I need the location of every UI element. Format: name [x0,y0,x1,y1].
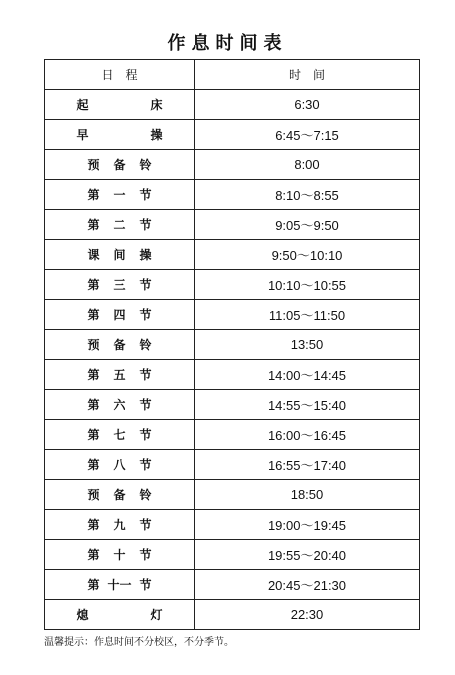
table-row [45,330,420,360]
time-cell: 10:10～10:55 [195,270,420,300]
event-char: 第 [87,518,100,532]
event-label [88,156,152,173]
event-char: 节 [139,308,152,322]
event-char: 节 [139,368,152,382]
event-char: 第 [87,308,100,322]
event-char: 第 [87,368,100,382]
table-row [45,390,420,420]
event-char: 铃 [139,158,152,172]
event-char: 第 [87,548,100,562]
time-cell: 19:55～20:40 [195,540,420,570]
time-cell: 20:45～21:30 [195,570,420,600]
event-cell [45,360,195,390]
event-char: 备 [113,488,126,502]
event-char: 预 [87,338,100,352]
event-label [77,606,163,623]
event-char: 铃 [139,338,152,352]
table-row [45,480,420,510]
event-char: 第 [87,578,100,592]
time-cell: 16:55～17:40 [195,450,420,480]
event-char: 三 [113,278,126,292]
event-char: 第 [87,428,100,442]
table-row [45,540,420,570]
event-char: 十一 [107,578,132,592]
event-cell [45,600,195,630]
header-event [45,60,195,90]
event-cell [45,480,195,510]
event-char: 节 [139,218,152,232]
time-cell: 18:50 [195,480,420,510]
time-cell: 8:00 [195,150,420,180]
event-label [88,246,152,263]
time-cell: 14:55～15:40 [195,390,420,420]
event-cell [45,390,195,420]
event-cell [45,120,195,150]
time-cell: 19:00～19:45 [195,510,420,540]
event-char: 灯 [150,608,163,622]
event-label [88,576,152,593]
time-cell: 16:00～16:45 [195,420,420,450]
event-char: 七 [113,428,126,442]
event-char: 熄 [76,608,89,622]
event-char: 起 [76,98,89,112]
event-char: 第 [87,218,100,232]
event-label [88,516,152,533]
event-char: 十 [113,548,126,562]
time-cell: 6:45～7:15 [195,120,420,150]
event-label [88,426,152,443]
event-char: 一 [113,188,126,202]
schedule-body [45,90,420,630]
table-row [45,270,420,300]
footnote: 温馨提示：作息时间不分校区，不分季节。 [44,637,234,648]
table-row [45,180,420,210]
table-row [45,600,420,630]
event-char: 节 [139,188,152,202]
schedule-table [44,59,420,630]
event-cell [45,540,195,570]
event-char: 八 [113,458,126,472]
table-row [45,240,420,270]
event-char: 备 [113,158,126,172]
event-label [88,546,152,563]
event-char: 第 [87,188,100,202]
event-char: 操 [150,128,163,142]
event-cell [45,300,195,330]
schedule-header [45,60,420,90]
event-char: 节 [139,428,152,442]
event-char: 早 [76,128,89,142]
event-label [88,306,152,323]
table-row [45,510,420,540]
time-cell: 14:00～14:45 [195,360,420,390]
event-char: 节 [139,458,152,472]
event-cell [45,150,195,180]
event-char: 第 [87,278,100,292]
event-cell [45,450,195,480]
event-char: 床 [150,98,163,112]
time-cell: 22:30 [195,600,420,630]
table-row [45,300,420,330]
time-cell: 6:30 [195,90,420,120]
header-event-label: 日程 [101,68,150,82]
event-cell [45,90,195,120]
event-char: 节 [139,548,152,562]
table-row [45,210,420,240]
event-char: 课 [87,248,100,262]
event-cell [45,330,195,360]
event-char: 间 [113,248,126,262]
event-cell [45,240,195,270]
event-label [88,186,152,203]
event-label [77,126,163,143]
event-char: 预 [87,488,100,502]
header-time-label: 时间 [288,68,337,82]
page-title: 作息时间表 [167,33,288,54]
event-cell [45,210,195,240]
header-time [195,60,420,90]
event-char: 节 [139,578,152,592]
time-cell: 9:05～9:50 [195,210,420,240]
table-row [45,120,420,150]
event-char: 铃 [139,488,152,502]
event-char: 二 [113,218,126,232]
event-cell [45,570,195,600]
event-char: 九 [113,518,126,532]
event-label [88,486,152,503]
event-char: 第 [87,398,100,412]
event-char: 节 [139,398,152,412]
table-row [45,150,420,180]
table-row [45,570,420,600]
time-cell: 13:50 [195,330,420,360]
event-char: 六 [113,398,126,412]
event-char: 操 [139,248,152,262]
event-char: 第 [87,458,100,472]
event-label [88,396,152,413]
event-char: 四 [113,308,126,322]
event-label [77,96,163,113]
event-cell [45,510,195,540]
event-char: 节 [139,278,152,292]
table-row [45,450,420,480]
event-label [88,276,152,293]
event-label [88,366,152,383]
event-cell [45,420,195,450]
time-cell: 8:10～8:55 [195,180,420,210]
event-char: 预 [87,158,100,172]
event-label [88,336,152,353]
event-char: 节 [139,518,152,532]
event-char: 备 [113,338,126,352]
header-row [45,60,420,90]
table-row [45,90,420,120]
table-row [45,360,420,390]
event-char: 五 [113,368,126,382]
time-cell: 9:50～10:10 [195,240,420,270]
table-row [45,420,420,450]
event-cell [45,270,195,300]
event-cell [45,180,195,210]
time-cell: 11:05～11:50 [195,300,420,330]
event-label [88,456,152,473]
event-label [88,216,152,233]
